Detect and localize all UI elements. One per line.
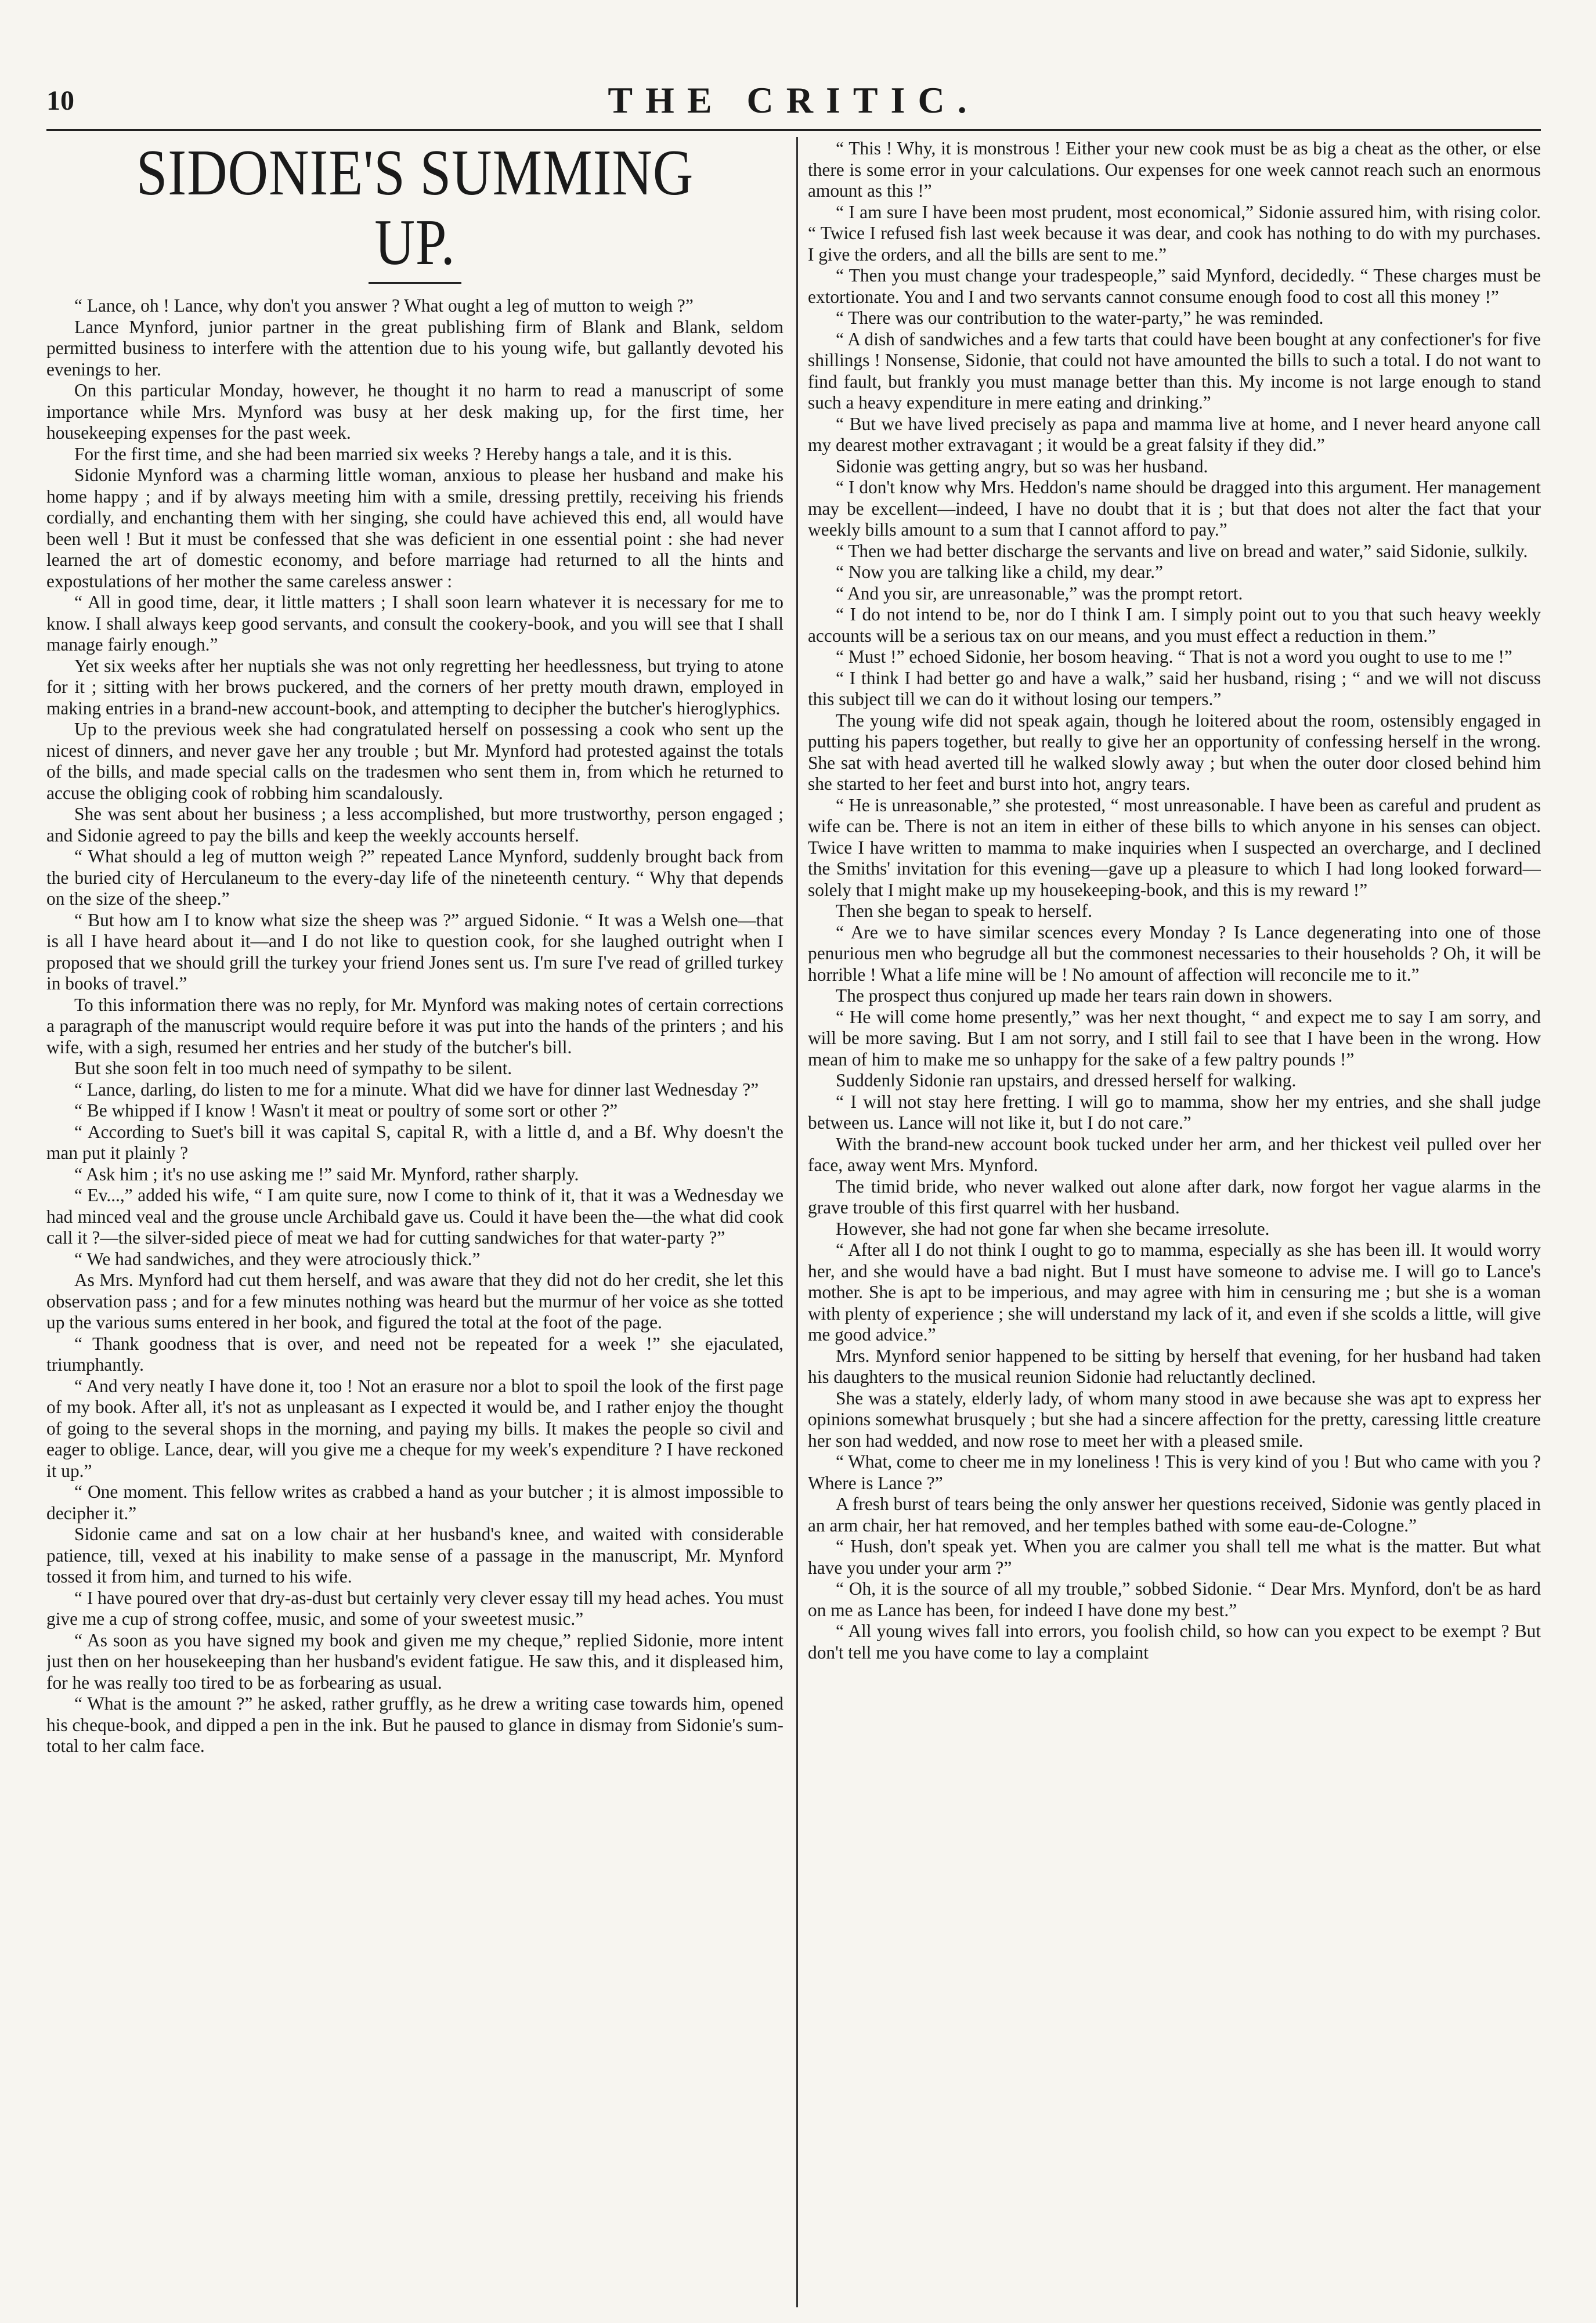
paragraph: “ What is the amount ?” he asked, rather gruffly, as he drew a writing case towards him, opened his cheque-book, and dipped a pen in the ink. But he paused to glance in dismay from Sidonie's sum-total to her calm face.: [46, 1693, 783, 1756]
paragraph: “ Now you are talking like a child, my dear.”: [836, 562, 1163, 582]
paragraph: “ Thank goodness that is over, and need not be repeated for a week !” she ejaculated, triumphantly.: [46, 1333, 783, 1375]
paragraph: “ And you sir, are unreasonable,” was the prompt retort.: [836, 583, 1243, 604]
paragraph: “ And very neatly I have done it, too ! Not an erasure nor a blot to spoil the look of the first page of my book. After all, it's not as unpleasant as I expected it would be, and I rather enjoy the thought of going to the several shops in the morning, and paying my bills. It makes the people so civil and eager to oblige. Lance, dear, will you give me a cheque for my week's expenditure ? I have reckoned it up.”: [46, 1375, 783, 1481]
paragraph: “ Then you must change your tradespeople,” said Mynford, decidedly. “ These charges must be extortionate. You and I and two servants cannot consume enough food to cost all this money !”: [808, 265, 1541, 307]
paragraph: Sidonie was getting angry, but so was her husband.: [836, 456, 1208, 476]
paragraph: “ A dish of sandwiches and a few tarts that could have been bought at any confectioner's for five shillings ! Nonsense, Sidonie, that could not have amounted the bills to such a total. I do not want to find fault, but frankly you must manage better than this. My income is not large enough to stand such a heavy expenditure in mere eating and drinking.”: [808, 328, 1541, 413]
left-column-text: [46, 295, 783, 1757]
page-header: [46, 68, 1541, 121]
paragraph: “ There was our contribution to the water-party,” he was reminded.: [836, 308, 1324, 328]
paragraph: But she soon felt in too much need of sympathy to be silent.: [74, 1058, 512, 1078]
paragraph: “ Hush, don't speak yet. When you are calmer you shall tell me what is the matter. But what have you under your arm ?”: [808, 1536, 1541, 1578]
column-divider: [796, 137, 798, 2307]
paragraph: “ I will not stay here fretting. I will go to mamma, show her my entries, and she shall judge between us. Lance will not like it, but I do not care.”: [808, 1091, 1541, 1133]
paragraph: Sidonie came and sat on a low chair at her husband's knee, and waited with considerable patience, till, vexed at his inability to make sense of a passage in the manuscript, Mr. Mynford tossed it from him, and turned to his wife.: [46, 1524, 783, 1587]
right-column: [808, 138, 1541, 2308]
paragraph: As Mrs. Mynford had cut them herself, and was aware that they did not do her credit, she let this observation pass ; and for a few minutes nothing was heard but the murmur of her voice as she totted up the various sums entered in her book, and figured the total at the foot of the page.: [46, 1270, 783, 1332]
paragraph: “ This ! Why, it is monstrous ! Either your new cook must be as big a cheat as the other, or else there is some error in your calculations. Our expenses for one week cannot reach such an enormous amount as this !”: [808, 138, 1541, 201]
paragraph: “ Oh, it is the source of all my trouble,” sobbed Sidonie. “ Dear Mrs. Mynford, don't be as hard on me as Lance has been, for indeed I have done my best.”: [808, 1578, 1541, 1620]
paragraph: “ Are we to have similar scences every Monday ? Is Lance degenerating into one of those penurious men who begrudge all but the commonest necessaries to their households ? Oh, it will be horrible ! What a life mine will be ! No amount of affection will reconcile me to it.”: [808, 922, 1541, 985]
paragraph: “ Be whipped if I know ! Wasn't it meat or poultry of some sort or other ?”: [74, 1100, 618, 1121]
paragraph: “ All young wives fall into errors, you foolish child, so how can you expect to be exempt ? But don't tell me you have come to lay a complaint: [808, 1621, 1541, 1663]
paragraph: Up to the previous week she had congratulated herself on possessing a cook who sent up the nicest of dinners, and never gave her any trouble ; but Mr. Mynford had protested against the totals of the bills, and made special calls on the tradesmen who sent them in, from which he returned to accuse the obliging cook of robbing him scandalously.: [46, 719, 783, 803]
right-column-text: [808, 138, 1541, 1663]
paragraph: The timid bride, who never walked out alone after dark, now forgot her vague alarms in the grave trouble of this first quarrel with her husband.: [808, 1176, 1541, 1218]
paragraph: “ One moment. This fellow writes as crabbed a hand as your butcher ; it is almost impossible to decipher it.”: [46, 1482, 783, 1523]
paragraph: “ I think I had better go and have a walk,” said her husband, rising ; “ and we will not discuss this subject till we can do it without losing our tempers.”: [808, 667, 1541, 709]
paragraph: “ He is unreasonable,” she protested, “ most unreasonable. I have been as careful and prudent as wife can be. There is not an item in either of these bills to which anyone in his senses can object. Twice I have written to mamma to make inquiries when I suspected an overcharge, and I declined the Smiths' invitation for this evening—gave up a pleasure to which I had long looked forward—solely that I might make up my housekeeping-book, and this is my reward !”: [808, 794, 1541, 900]
paragraph: However, she had not gone far when she became irresolute.: [836, 1218, 1270, 1239]
left-column: [46, 138, 783, 2308]
paragraph: She was a stately, elderly lady, of whom many stood in awe because she was apt to express her opinions somewhat brusquely ; but she had a sincere affection for the pretty, caressing little creature her son had wedded, and now rose to meet her with a pleased smile.: [808, 1388, 1541, 1451]
paragraph: “ But how am I to know what size the sheep was ?” argued Sidonie. “ It was a Welsh one—that is all I have heard about it—and I do not like to question cook, for she laughed outright when I proposed that we should grill the turkey your friend Jones sent us. I'm sure I've read of grilled turkey in books of travel.”: [46, 909, 783, 993]
paragraph: Mrs. Mynford senior happened to be sitting by herself that evening, for her husband had taken his daughters to the musical reunion Sidonie had reluctantly declined.: [808, 1345, 1541, 1387]
paragraph: For the first time, and she had been married six weeks ? Hereby hangs a tale, and it is this.: [74, 443, 732, 464]
paragraph: “ Lance, oh ! Lance, why don't you answer ? What ought a leg of mutton to weigh ?”: [74, 295, 694, 316]
paragraph: “ He will come home presently,” was her next thought, “ and expect me to say I am sorry, and will be more saving. But I am not sorry, and I still fail to see that I have been in the wrong. How mean of him to make me so unhappy for the sake of a few paltry pounds !”: [808, 1006, 1541, 1070]
paragraph: “ Must !” echoed Sidonie, her bosom heaving. “ That is not a word you ought to use to me !”: [836, 646, 1512, 667]
paragraph: Yet six weeks after her nuptials she was not only regretting her heedlessness, but trying to atone for it ; sitting with her brows puckered, and the corners of her pretty mouth drawn, employed in making entries in a brand-new account-book, and attempting to decipher the butcher's hieroglyphics.: [46, 655, 783, 718]
paragraph: Sidonie Mynford was a charming little woman, anxious to please her husband and make his home happy ; and if by always meeting him with a smile, dressing prettily, receiving his friends cordially, and enchanting them with her singing, she could have achieved this end, all would have been well ! But it must be confessed that she was deficient in one essential point : she had never learned the art of domestic economy, and before marriage had returned to all the hints and expostulations of her mother the same careless answer :: [46, 465, 783, 591]
paragraph: “ I don't know why Mrs. Heddon's name should be dragged into this argument. Her management may be excellent—indeed, I have no doubt that it is ; but that does not alter the fact that your weekly bills amount to a sum that I cannot afford to pay.”: [808, 477, 1541, 540]
paragraph: “ But we have lived precisely as papa and mamma live at home, and I never heard anyone call my dearest mother extravagant ; it would be a great falsity if they did.”: [808, 413, 1541, 455]
paragraph: “ All in good time, dear, it little matters ; I shall soon learn whatever it is necessary for me to know. I shall always keep good servants, and consult the cookery-book, and you will see that I shall manage fairly enough.”: [46, 592, 783, 655]
page-number: 10: [46, 85, 74, 116]
paragraph: “ Ask him ; it's no use asking me !” said Mr. Mynford, rather sharply.: [74, 1164, 579, 1184]
paragraph: Suddenly Sidonie ran upstairs, and dressed herself for walking.: [836, 1070, 1297, 1090]
paragraph: “ After all I do not think I ought to go to mamma, especially as she has been ill. It would worry her, and she would have a bad night. But I must have someone to advise me. I will go to Lance's mother. She is apt to be imperious, and may agree with him in censuring me ; but she is a woman with plenty of experience ; she will understand my lack of it, and even if she scolds a little, will give me good advice.”: [808, 1240, 1541, 1345]
paragraph: “ We had sandwiches, and they were atrociously thick.”: [74, 1248, 481, 1269]
paragraph: “ According to Suet's bill it was capital S, capital R, with a little d, and a Bf. Why doesn't the man put it plainly ?: [46, 1121, 783, 1163]
paragraph: Then she began to speak to herself.: [836, 901, 1092, 921]
publication-title: THE CRITIC.: [608, 80, 980, 121]
paragraph: “ As soon as you have signed my book and given me my cheque,” replied Sidonie, more intent just then on her housekeeping than her husband's evident fatigue. He saw this, and it displeased him, for he was really too tired to be as forbearing as usual.: [46, 1630, 783, 1693]
paragraph: “ I am sure I have been most prudent, most economical,” Sidonie assured him, with rising color. “ Twice I refused fish last week because it was dear, and cook has nothing to do with my purchases. I give the orders, and all the bills are sent to me.”: [808, 201, 1541, 265]
header-rule: [46, 129, 1541, 131]
paragraph: She was sent about her business ; a less accomplished, but more trustworthy, person engaged ; and Sidonie agreed to pay the bills and keep the weekly accounts herself.: [46, 804, 783, 846]
title-rule: [369, 282, 461, 284]
paragraph: “ Then we had better discharge the servants and live on bread and water,” said Sidonie, sulkily.: [836, 540, 1528, 561]
paragraph: “ I do not intend to be, nor do I think I am. I simply point out to you that such heavy weekly accounts will be a serious tax on our means, and you must effect a reduction in them.”: [808, 604, 1541, 646]
paragraph: “ What, come to cheer me in my loneliness ! This is very kind of you ! But who came with you ? Where is Lance ?”: [808, 1451, 1541, 1493]
paragraph: “ Lance, darling, do listen to me for a minute. What did we have for dinner last Wednesday ?”: [74, 1079, 759, 1100]
paragraph: On this particular Monday, however, he thought it no harm to read a manuscript of some importance while Mrs. Mynford was busy at her desk making up, for the first time, her housekeeping expenses for the past week.: [46, 380, 783, 443]
paragraph: With the brand-new account book tucked under her arm, and her thickest veil pulled over her face, away went Mrs. Mynford.: [808, 1133, 1541, 1175]
paragraph: “ I have poured over that dry-as-dust but certainly very clever essay till my head aches. You must give me a cup of strong coffee, music, and some of your sweetest music.”: [46, 1587, 783, 1629]
article-title: SIDONIE'S SUMMING UP.: [136, 138, 694, 279]
paragraph: To this information there was no reply, for Mr. Mynford was making notes of certain corrections a paragraph of the manuscript would require before it was put into the hands of the printers ; and his wife, with a sigh, resumed her entries and her study of the butcher's bill.: [46, 994, 783, 1057]
paragraph: Lance Mynford, junior partner in the great publishing firm of Blank and Blank, seldom permitted business to interfere with the attention due to his young wife, but gallantly devoted his evenings to her.: [46, 316, 783, 380]
paragraph: “ Ev...,” added his wife, “ I am quite sure, now I come to think of it, that it was a Wednesday we had minced veal and the grouse uncle Archibald gave us. Could it have been the—the what did cook call it ?—the silver-sided piece of meat we had for cutting sandwiches for that water-party ?”: [46, 1185, 783, 1248]
paragraph: The young wife did not speak again, though he loitered about the room, ostensibly engaged in putting his papers together, but really to give her an opportunity of confessing herself in the wrong. She sat with head averted till he walked slowly away ; but when the outer door closed behind him she started to her feet and burst into hot, angry tears.: [808, 710, 1541, 794]
paragraph: “ What should a leg of mutton weigh ?” repeated Lance Mynford, suddenly brought back from the buried city of Herculaneum to the every-day life of the nineteenth century. “ Why that depends on the size of the sheep.”: [46, 846, 783, 909]
paragraph: The prospect thus conjured up made her tears rain down in showers.: [836, 985, 1333, 1006]
paragraph: A fresh burst of tears being the only answer her questions received, Sidonie was gently placed in an arm chair, her hat removed, and her temples bathed with some eau-de-Cologne.”: [808, 1494, 1541, 1536]
